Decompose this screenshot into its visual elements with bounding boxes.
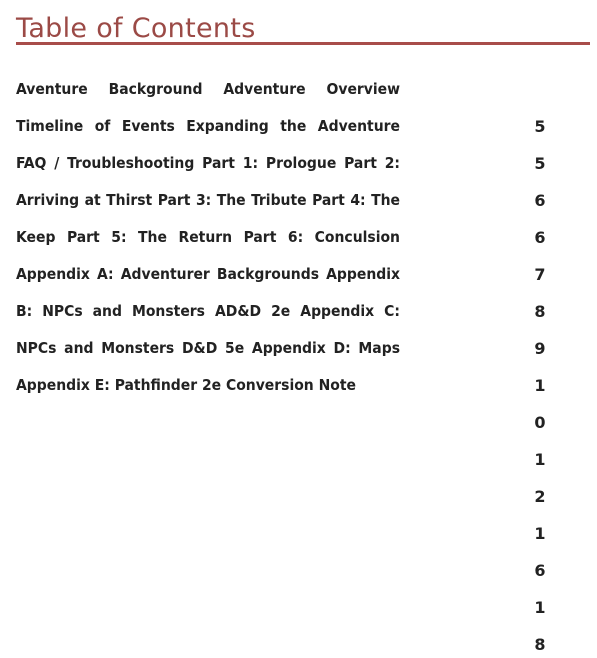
page-number: 5 bbox=[534, 154, 546, 173]
title-divider bbox=[16, 42, 590, 45]
page-number: 1 bbox=[534, 524, 546, 543]
page-number: 1 bbox=[534, 376, 546, 395]
toc-line: Appendix E: Pathfinder 2e Conversion Note bbox=[16, 376, 356, 394]
toc-line: Aventure Background Adventure Overview bbox=[16, 80, 400, 98]
page-number: 1 bbox=[534, 598, 546, 617]
toc-line: Arriving at Thirst Part 3: The Tribute Part 4: The bbox=[16, 191, 400, 209]
page-number: 1 bbox=[534, 450, 546, 469]
page-number: 9 bbox=[534, 339, 546, 358]
page-number: 7 bbox=[534, 265, 546, 284]
page-number: 8 bbox=[534, 635, 546, 654]
page-number: 5 bbox=[534, 117, 546, 136]
toc-entries bbox=[16, 71, 400, 404]
toc-title: Table of Contents bbox=[16, 13, 256, 44]
toc-page-numbers bbox=[520, 108, 560, 658]
page-number: 6 bbox=[534, 191, 546, 210]
page-number: 6 bbox=[534, 561, 546, 580]
toc-line: Keep Part 5: The Return Part 6: Conculsion bbox=[16, 228, 400, 246]
toc-line: Timeline of Events Expanding the Adventure bbox=[16, 117, 400, 135]
page-number: 0 bbox=[534, 413, 546, 432]
toc-line: B: NPCs and Monsters AD&D 2e Appendix C: bbox=[16, 302, 400, 320]
toc-line: FAQ / Troubleshooting Part 1: Prologue Part 2: bbox=[16, 154, 400, 172]
toc-line: NPCs and Monsters D&D 5e Appendix D: Maps bbox=[16, 339, 400, 357]
page-number: 6 bbox=[534, 228, 546, 247]
page-number: 8 bbox=[534, 302, 546, 321]
toc-line: Appendix A: Adventurer Backgrounds Appendix bbox=[16, 265, 400, 283]
page-number: 2 bbox=[534, 487, 546, 506]
